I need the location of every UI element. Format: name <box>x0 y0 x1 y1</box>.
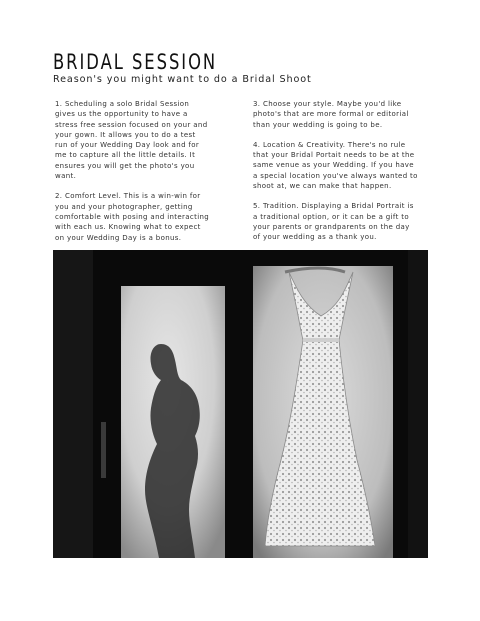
reason-paragraph-4: 4. Location & Creativity. There's no rule that your Bridal Portait needs to be at the same venue as your Wedding. If you have a special location you've always wanted to shoot at, we can make that happen. <box>253 140 418 191</box>
left-text-column <box>55 99 237 253</box>
right-text-column <box>253 99 435 253</box>
reason-paragraph-5: 5. Tradition. Displaying a Bridal Portrait is a traditional option, or it can be a gift to your parents or grandparents on the day of your wedding as a thank you. <box>253 202 414 242</box>
reason-paragraph-1: 1. Scheduling a solo Bridal Session gives us the opportunity to have a stress free session focused on your and your gown. It allows you to do a test run of your Wedding Day look and for me to capture all the little details. It ensures you will get the photo's you want. <box>55 100 208 181</box>
bridal-photo <box>53 250 428 558</box>
bridal-photo-illustration <box>53 250 428 558</box>
page-subtitle: Reason's you might want to do a Bridal Shoot <box>53 74 312 85</box>
reason-paragraph-2: 2. Comfort Level. This is a win-win for you and your photographer, getting comfortable with posing and interacting with each us. Knowing what to expect on your Wedding Day is a bonus. <box>55 192 210 242</box>
door-handle <box>101 422 106 478</box>
reason-paragraph-3: 3. Choose your style. Maybe you'd like photo's that are more formal or editorial than your wedding is going to be. <box>253 100 409 129</box>
page-title: BRIDAL SESSION <box>53 50 218 74</box>
